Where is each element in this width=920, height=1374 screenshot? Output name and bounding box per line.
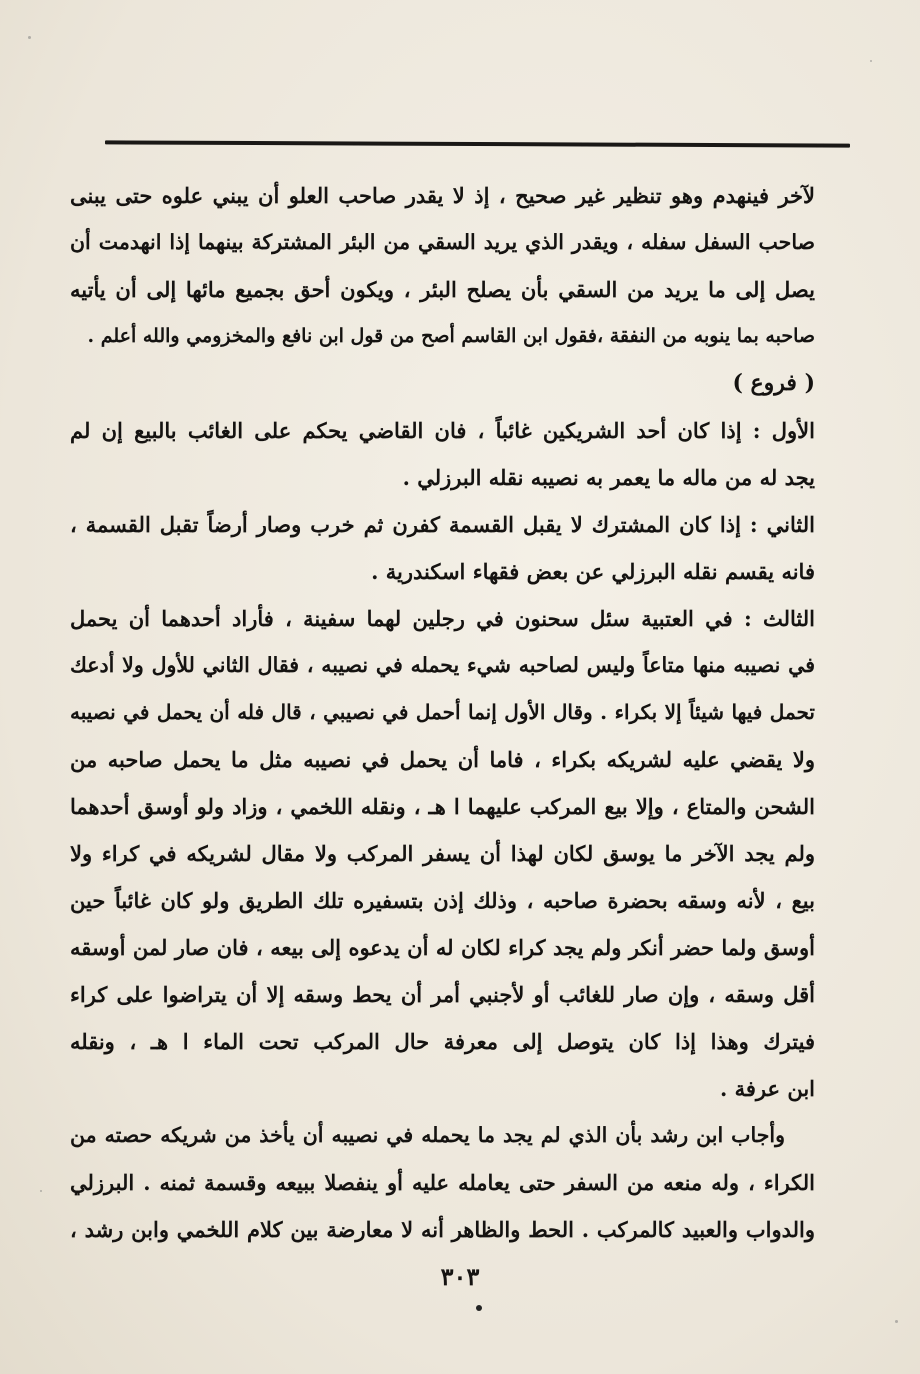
text-line: في نصيبه منها متاعاً وليس لصاحبه شيء يحمله في نصيبه ، فقال الثاني للأول ولا أدعك: [70, 653, 815, 677]
scan-speck: [28, 36, 31, 39]
header-rule: [105, 140, 850, 147]
text-line: الثالث : في العتبية سئل سحنون في رجلين لهما سفينة ، فأراد أحدهما أن يحمل: [70, 606, 815, 631]
text-line: الثاني : إذا كان المشترك لا يقبل القسمة كفرن ثم خرب وصار أرضاً تقبل القسمة ،: [70, 512, 815, 537]
text-line: الشحن والمتاع ، وإلا بيع المركب عليهما ا هـ ، ونقله اللخمي ، وزاد ولو أوسق أحدهما: [70, 794, 815, 819]
scan-speck: [895, 1320, 898, 1323]
section-heading: ( فروع ): [732, 370, 815, 396]
scan-speck: [40, 1190, 42, 1192]
text-line: الأول : إذا كان أحد الشريكين غائباً ، فان القاضي يحكم على الغائب بالبيع إن لم: [70, 418, 815, 443]
text-line: صاحبه بما ينوبه من النفقة ،فقول ابن القاسم أصح من قول ابن نافع والمخزومي والله أعلم .: [87, 325, 815, 347]
text-line: صاحب السفل سفله ، ويقدر الذي يريد السقي من البئر المشتركة بينهما إذا انهدمت أن: [70, 230, 815, 254]
text-line: لآخر فينهدم وهو تنظير غير صحيح ، إذ لا يقدر صاحب العلو أن يبني علوه حتى يبنى: [70, 183, 815, 208]
text-line: ولم يجد الآخر ما يوسق لكان لهذا أن يسفر المركب ولا مقال لشريكه في كراء ولا: [70, 841, 815, 866]
page-number: ٣٠٣: [440, 1262, 480, 1291]
text-line: تحمل فيها شيئاً إلا بكراء . وقال الأول إنما أحمل في نصيبي ، قال فله أن يحمل في نصيبه: [70, 700, 815, 724]
body-text: [70, 172, 815, 1253]
text-line: يجد له من ماله ما يعمر به نصيبه نقله البرزلي .: [402, 465, 815, 490]
text-line: ولا يقضي عليه لشريكه بكراء ، فاما أن يحمل في نصيبه مثل ما يحمل صاحبه من: [70, 747, 815, 772]
scan-speck: [870, 60, 872, 62]
text-line: أوسق ولما حضر أنكر ولم يجد كراء لكان له أن يدعوه إلى بيعه ، فان صار لمن أوسقه: [70, 935, 815, 960]
text-line: الكراء ، وله منعه من السفر حتى يعامله عليه أو ينفصلا ببيعه وقسمة ثمنه . البرزلي: [70, 1170, 815, 1195]
text-line: فيترك وهذا إذا كان يتوصل إلى معرفة حال المركب تحت الماء ا هـ ، ونقله: [70, 1029, 815, 1054]
text-line: يصل إلى ما يريد من السقي بأن يصلح البئر ، ويكون أحق بجميع مائها إلى أن يأتيه: [70, 277, 815, 302]
text-line: بيع ، لأنه وسقه بحضرة صاحبه ، وذلك إذن بتسفيره تلك الطريق ولو كان غائباً حين: [70, 888, 815, 913]
text-line: أقل وسقه ، وإن صار للغائب أو لأجنبي أمر أن يحط وسقه إلا أن يتراضوا على كراء: [70, 982, 815, 1007]
text-line: وأجاب ابن رشد بأن الذي لم يجد ما يحمله في نصيبه أن يأخذ من شريكه حصته من: [70, 1123, 785, 1147]
text-line: فانه يقسم نقله البرزلي عن بعض فقهاء اسكندرية .: [371, 559, 815, 584]
text-line: والدواب والعبيد كالمركب . الحط والظاهر أنه لا معارضة بين كلام اللخمي وابن رشد ،: [70, 1217, 815, 1242]
text-line: ابن عرفة .: [719, 1076, 815, 1101]
page-mark: [476, 1305, 482, 1311]
